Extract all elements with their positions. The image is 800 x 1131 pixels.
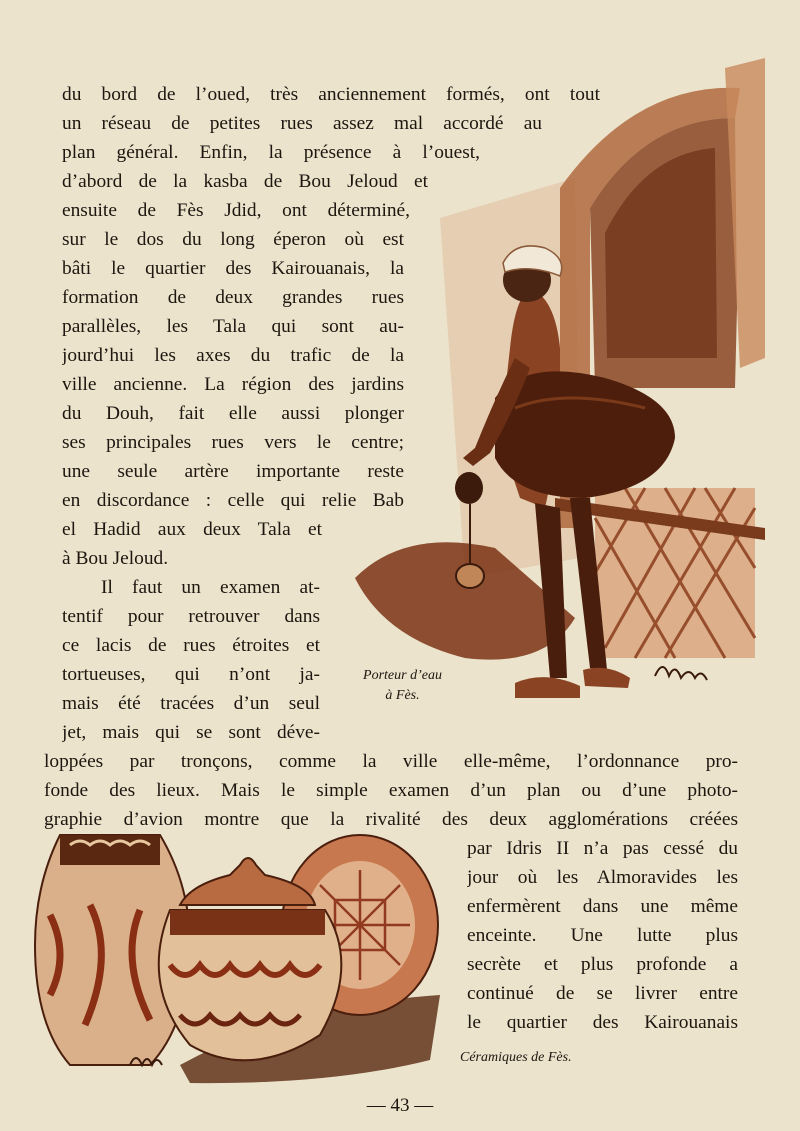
text-line: bâti le quartier des Kairouanais, la xyxy=(62,258,404,279)
text-line: secrète et plus profonde a xyxy=(467,954,738,975)
ceramics-illustration xyxy=(30,825,450,1090)
text-line: parallèles, les Tala qui sont au- xyxy=(62,316,404,337)
text-line: fonde des lieux. Mais le simple examen d’un plan ou d’une photo- xyxy=(44,780,738,801)
text-line: jourd’hui les axes du trafic de la xyxy=(62,345,404,366)
caption-water-carrier-line2: à Fès. xyxy=(385,688,420,703)
text-line: graphie d’avion montre que la rivalité des deux agglomérations créées xyxy=(44,809,738,830)
text-line: du bord de l’oued, très anciennement formés, ont tout xyxy=(62,84,600,105)
text-line: à Bou Jeloud. xyxy=(62,548,169,569)
text-line: enfermèrent dans une même xyxy=(467,896,738,917)
text-line: tortueuses, qui n’ont ja- xyxy=(62,664,320,685)
caption-ceramics: Céramiques de Fès. xyxy=(460,1050,572,1065)
text-line: tentif pour retrouver dans xyxy=(62,606,320,627)
text-line: ses principales rues vers le centre; xyxy=(62,432,404,453)
caption-water-carrier-line1: Porteur d’eau xyxy=(363,668,442,683)
text-line: continué de se livrer entre xyxy=(467,983,738,1004)
text-line: jet, mais qui se sont déve- xyxy=(62,722,320,743)
text-line: le quartier des Kairouanais xyxy=(467,1012,738,1033)
text-line: formation de deux grandes rues xyxy=(62,287,404,308)
text-line: enceinte. Une lutte plus xyxy=(467,925,738,946)
text-line: du Douh, fait elle aussi plonger xyxy=(62,403,404,424)
page-number: — 43 — xyxy=(366,1095,434,1116)
caption-water-carrier xyxy=(340,666,465,706)
text-line: sur le dos du long éperon où est xyxy=(62,229,404,250)
text-line: el Hadid aux deux Tala et xyxy=(62,519,322,540)
text-line: par Idris II n’a pas cessé du xyxy=(467,838,738,859)
text-line: en discordance : celle qui relie Bab xyxy=(62,490,404,511)
text-line: un réseau de petites rues assez mal accordé au xyxy=(62,113,542,134)
text-line: ville ancienne. La région des jardins xyxy=(62,374,404,395)
text-line: loppées par tronçons, comme la ville elle-même, l’ordonnance pro- xyxy=(44,751,738,772)
text-line: plan général. Enfin, la présence à l’ouest, xyxy=(62,142,480,163)
text-line: jour où les Almoravides les xyxy=(467,867,738,888)
text-line: une seule artère importante reste xyxy=(62,461,404,482)
text-line: mais été tracées d’un seul xyxy=(62,693,320,714)
text-line: d’abord de la kasba de Bou Jeloud et xyxy=(62,171,428,192)
text-line: Il faut un examen at- xyxy=(101,577,320,598)
text-line: ce lacis de rues étroites et xyxy=(62,635,320,656)
text-line: ensuite de Fès Jdid, ont déterminé, xyxy=(62,200,410,221)
